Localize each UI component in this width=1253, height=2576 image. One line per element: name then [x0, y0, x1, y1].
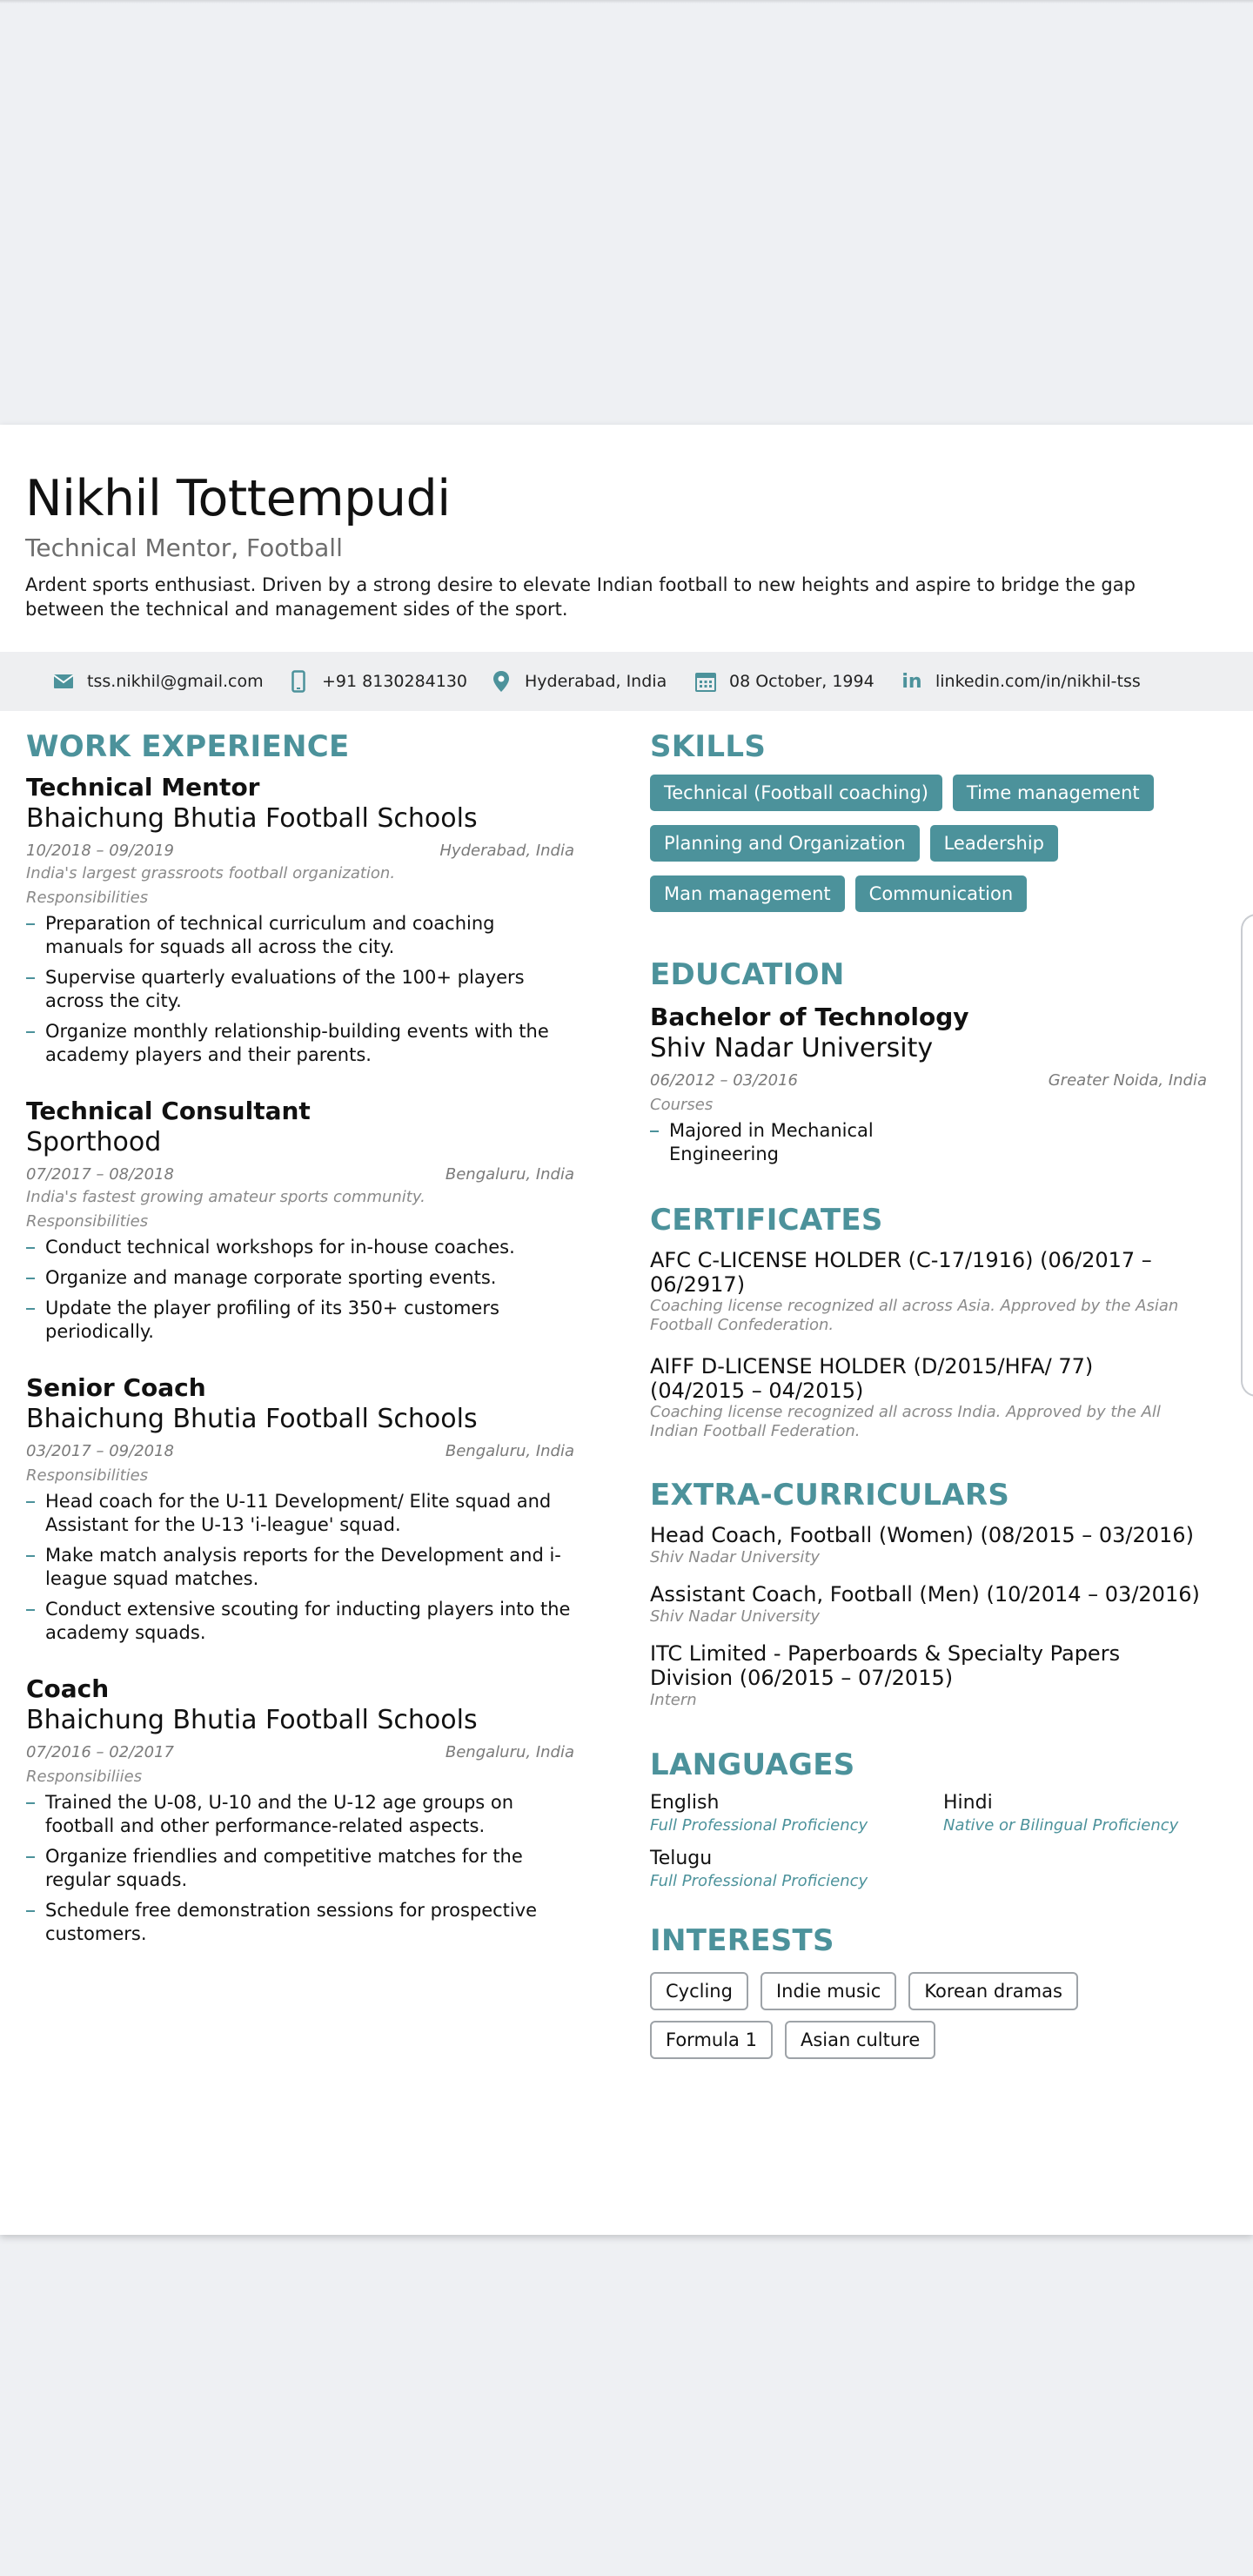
contact-linkedin[interactable]	[901, 652, 1141, 711]
job-meta	[26, 1742, 574, 1763]
job-description: India's largest grassroots football organization.	[26, 864, 396, 882]
responsibilities-label: Responsibilities	[26, 889, 149, 907]
list-item: Head coach for the U-11 Development/ Elite squad and Assistant for the U-13 'i-league' squad.	[26, 1490, 574, 1537]
language-level: Full Professional Proficiency	[650, 1816, 868, 1835]
education-meta	[650, 1070, 1207, 1091]
resume-header	[25, 468, 1226, 621]
skill-tag: Communication	[855, 875, 1028, 912]
courses-list	[650, 1119, 902, 1166]
list-item: Conduct extensive scouting for inducting players into the academy squads.	[26, 1598, 574, 1645]
certificate-title: AIFF D-LICENSE HOLDER (D/2015/HFA/ 77) (04/2015 – 04/2015)	[650, 1354, 1094, 1403]
job-dates: 07/2016 – 02/2017	[26, 1743, 174, 1761]
interest-tag: Formula 1	[650, 2021, 773, 2059]
work-experience-heading: WORK EXPERIENCE	[26, 729, 350, 764]
extra-entry	[650, 1523, 1207, 1568]
skill-tag: Time management	[953, 775, 1154, 811]
courses-label: Courses	[650, 1096, 714, 1114]
job-organization: Bhaichung Bhutia Football Schools	[26, 1705, 478, 1735]
job-meta	[26, 1441, 574, 1462]
skill-tag: Man management	[650, 875, 845, 912]
extra-entry	[650, 1641, 1207, 1711]
responsibilities-list	[26, 1490, 574, 1645]
list-item: Organize and manage corporate sporting events.	[26, 1266, 574, 1290]
language-entry	[650, 1791, 943, 1836]
certificate-title: AFC C-LICENSE HOLDER (C-17/1916) (06/2017 – 06/2917)	[650, 1248, 1152, 1297]
viewer-top-edge	[0, 0, 1253, 3]
certificate-description: Coaching license recognized all across India. Approved by the All Indian Football Federation.	[650, 1403, 1161, 1440]
list-item: Trained the U-08, U-10 and the U-12 age groups on football and other performance-related aspects.	[26, 1791, 574, 1838]
job-entry	[26, 1097, 574, 1344]
job-organization: Sporthood	[26, 1127, 162, 1157]
contact-location	[490, 652, 667, 711]
education-entry	[650, 1003, 1207, 1166]
job-location: Bengaluru, India	[445, 1743, 574, 1761]
responsibilities-label: Responsibilities	[26, 1466, 149, 1485]
extra-subtitle: Shiv Nadar University	[650, 1548, 821, 1566]
interest-tag: Indie music	[761, 1972, 896, 2010]
extra-entry	[650, 1582, 1207, 1627]
list-item: Schedule free demonstration sessions for prospective customers.	[26, 1899, 574, 1946]
candidate-summary: Ardent sports enthusiast. Driven by a strong desire to elevate Indian football to new heights and aspire to bridge the gap between the technical and management sides of the sport.	[25, 574, 1136, 620]
skills-list	[650, 775, 1207, 926]
language-entry	[943, 1791, 1236, 1836]
phone-text: +91 8130284130	[322, 672, 468, 691]
job-title: Coach	[26, 1674, 110, 1703]
list-item: Majored in Mechanical Engineering	[650, 1119, 902, 1166]
linkedin-text: linkedin.com/in/nikhil-tss	[935, 672, 1141, 691]
job-dates: 03/2017 – 09/2018	[26, 1442, 174, 1460]
responsibilities-label: Responsibiliies	[26, 1768, 143, 1786]
job-title: Technical Consultant	[26, 1097, 311, 1125]
responsibilities-list	[26, 1791, 574, 1946]
certificates-heading: CERTIFICATES	[650, 1203, 883, 1238]
email-text: tss.nikhil@gmail.com	[87, 672, 264, 691]
job-title: Senior Coach	[26, 1373, 206, 1402]
extra-title: Head Coach, Football (Women) (08/2015 – 03/2016)	[650, 1523, 1194, 1547]
right-column	[650, 728, 1207, 2070]
mobile-phone-icon	[287, 670, 310, 693]
extra-title: Assistant Coach, Football (Men) (10/2014 – 03/2016)	[650, 1582, 1200, 1607]
certificate-entry	[650, 1354, 1207, 1441]
list-item: Conduct technical workshops for in-house coaches.	[26, 1236, 574, 1259]
contact-email[interactable]	[52, 652, 264, 711]
job-entry	[26, 773, 574, 1067]
interests-heading: INTERESTS	[650, 1923, 834, 1958]
job-organization: Bhaichung Bhutia Football Schools	[26, 803, 478, 834]
responsibilities-list	[26, 1236, 574, 1344]
job-meta	[26, 841, 574, 862]
extra-subtitle: Shiv Nadar University	[650, 1607, 821, 1626]
languages-heading: LANGUAGES	[650, 1748, 855, 1782]
language-level: Native or Bilingual Proficiency	[943, 1816, 1179, 1835]
language-level: Full Professional Proficiency	[650, 1872, 868, 1890]
candidate-headline: Technical Mentor, Football	[25, 533, 343, 562]
birthdate-text: 08 October, 1994	[729, 672, 874, 691]
extra-curriculars-heading: EXTRA-CURRICULARS	[650, 1478, 1010, 1513]
contact-birthdate	[694, 652, 874, 711]
left-column	[26, 728, 574, 1953]
contact-phone[interactable]	[287, 652, 467, 711]
responsibilities-list	[26, 912, 574, 1067]
languages-list	[650, 1791, 1242, 1902]
language-name: English	[650, 1792, 720, 1814]
skill-tag: Planning and Organization	[650, 825, 920, 862]
job-entry	[26, 1674, 574, 1946]
education-dates: 06/2012 – 03/2016	[650, 1071, 798, 1090]
job-description: India's fastest growing amateur sports community.	[26, 1188, 425, 1206]
list-item: Make match analysis reports for the Development and i-league squad matches.	[26, 1544, 574, 1591]
job-location: Hyderabad, India	[439, 842, 574, 860]
job-entry	[26, 1373, 574, 1645]
list-item: Organize monthly relationship-building events with the academy players and their parents.	[26, 1020, 574, 1067]
certificate-entry	[650, 1248, 1207, 1335]
language-name: Hindi	[943, 1792, 993, 1814]
resume-page	[0, 425, 1253, 2235]
job-organization: Bhaichung Bhutia Football Schools	[26, 1404, 478, 1434]
education-location: Greater Noida, India	[1048, 1071, 1207, 1090]
extra-title: ITC Limited - Paperboards & Specialty Papers Division (06/2015 – 07/2015)	[650, 1641, 1121, 1690]
list-item: Organize friendlies and competitive matches for the regular squads.	[26, 1845, 574, 1892]
calendar-icon	[694, 670, 717, 693]
skills-heading: SKILLS	[650, 729, 767, 764]
degree-title: Bachelor of Technology	[650, 1003, 969, 1031]
interests-list	[650, 1972, 1207, 2070]
interest-tag: Cycling	[650, 1972, 748, 2010]
school-name: Shiv Nadar University	[650, 1033, 934, 1063]
job-location: Bengaluru, India	[445, 1165, 574, 1184]
linkedin-icon: in	[901, 670, 922, 693]
job-title: Technical Mentor	[26, 773, 260, 802]
extra-subtitle: Intern	[650, 1691, 697, 1709]
interest-tag: Korean dramas	[908, 1972, 1078, 2010]
responsibilities-label: Responsibilities	[26, 1212, 149, 1231]
list-item: Supervise quarterly evaluations of the 100+ players across the city.	[26, 966, 574, 1013]
map-pin-icon	[490, 670, 513, 693]
job-dates: 07/2017 – 08/2018	[26, 1165, 174, 1184]
education-heading: EDUCATION	[650, 957, 845, 992]
job-dates: 10/2018 – 09/2019	[26, 842, 174, 860]
skill-tag: Leadership	[930, 825, 1058, 862]
job-meta	[26, 1164, 574, 1185]
language-name: Telugu	[650, 1848, 713, 1869]
candidate-name: Nikhil Tottempudi	[25, 470, 451, 527]
interest-tag: Asian culture	[785, 2021, 935, 2059]
language-entry	[650, 1847, 943, 1892]
skill-tag: Technical (Football coaching)	[650, 775, 942, 811]
contact-bar	[0, 652, 1253, 711]
list-item: Preparation of technical curriculum and coaching manuals for squads all across the city.	[26, 912, 574, 959]
certificate-description: Coaching license recognized all across Asia. Approved by the Asian Football Confederation.	[650, 1297, 1179, 1334]
list-item: Update the player profiling of its 350+ customers periodically.	[26, 1297, 574, 1344]
location-text: Hyderabad, India	[525, 672, 667, 691]
side-panel-handle[interactable]	[1241, 914, 1253, 1397]
job-location: Bengaluru, India	[445, 1442, 574, 1460]
envelope-icon	[52, 670, 75, 693]
